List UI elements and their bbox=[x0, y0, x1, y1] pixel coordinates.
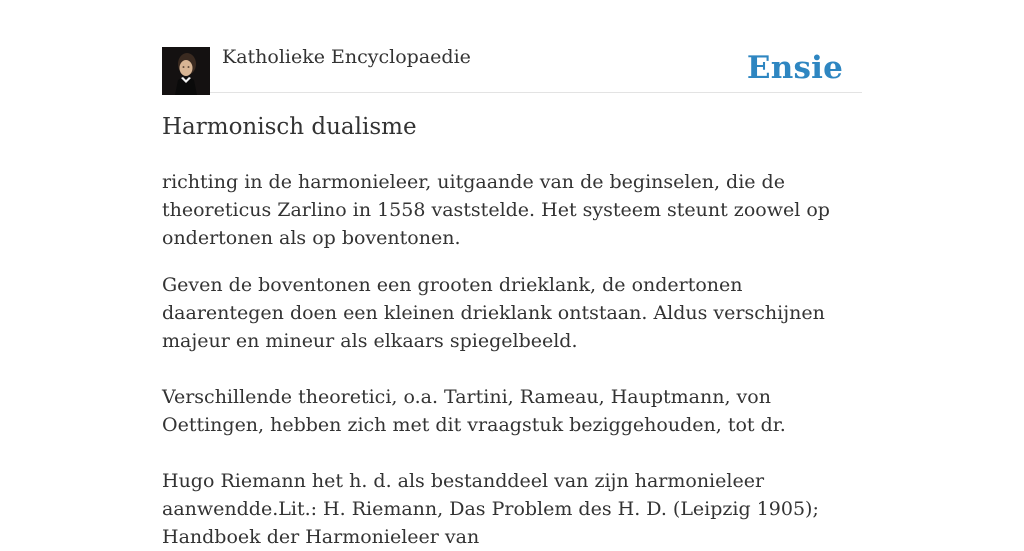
article-paragraph: Hugo Riemann het h. d. als bestanddeel van zijn harmonieleer aanwendde.Lit.: H. Riemann, Das Problem des H. D. (Leipzig 1905); Handboek der Harmonieleer van bbox=[162, 470, 819, 548]
article-paragraph: Verschillende theoretici, o.a. Tartini, Rameau, Hauptmann, von Oettingen, hebben zich met dit vraagstuk beziggehouden, tot dr. bbox=[162, 386, 786, 436]
portrait-avatar-icon[interactable] bbox=[162, 47, 210, 95]
article-title: Harmonisch dualisme bbox=[162, 114, 417, 140]
article-body bbox=[162, 168, 862, 551]
source-name[interactable]: Katholieke Encyclopaedie bbox=[222, 46, 471, 68]
article-paragraph: richting in de harmonieleer, uitgaande van de beginselen, die de theoreticus Zarlino in 1558 vaststelde. Het systeem steunt zoowel op ondertonen als op boventonen. bbox=[162, 171, 830, 249]
brand-logo[interactable]: Ensie bbox=[746, 50, 843, 86]
page-header bbox=[162, 44, 862, 93]
article-paragraph: Geven de boventonen een grooten drieklank, de ondertonen daarentegen doen een kleinen drieklank ontstaan. Aldus verschijnen majeur en mineur als elkaars spiegelbeeld. bbox=[162, 274, 825, 352]
